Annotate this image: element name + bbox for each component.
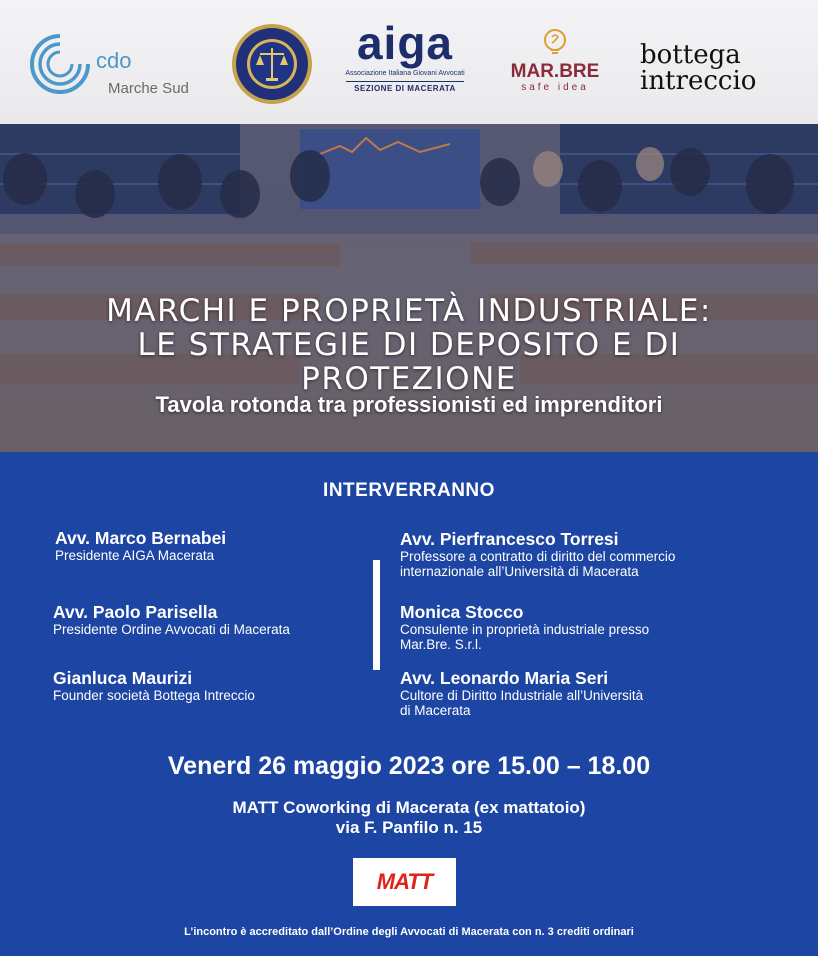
cdo-logo [28,32,208,102]
aiga-name: aiga [356,17,454,69]
event-title [0,294,818,396]
event-date: Venerd 26 maggio 2023 ore 15.00 – 18.00 [167,752,651,780]
matt-logo-text: MATT [376,869,433,894]
speaker-name: Gianluca Maurizi [53,668,193,688]
scales-of-justice-icon [231,23,313,105]
speaker-name: Avv. Paolo Parisella [53,602,218,622]
column-divider [373,560,380,670]
venue-line-2: via F. Panfilo n. 15 [335,818,483,837]
event-venue [0,798,818,838]
speaker-role: Founder società Bottega Intreccio [53,688,255,703]
speakers-heading: INTERVERRANNO [323,480,495,501]
aiga-section: SEZIONE DI MACERATA [354,84,456,93]
event-subtitle: Tavola rotonda tra professionisti ed imprenditori [155,392,663,417]
marbre-bulb-icon [541,28,569,56]
speaker-left-1 [55,528,226,563]
speaker-role: Presidente Ordine Avvocati di Macerata [53,622,290,637]
speaker-right-2 [400,602,649,652]
cdo-name: cdo [96,48,132,73]
speaker-name: Avv. Leonardo Maria Seri [400,668,609,688]
bottega-line1: bottega [640,40,741,70]
speaker-right-3 [400,668,643,718]
aiga-subtitle: Associazione Italiana Giovani Avvocati [345,70,465,77]
speaker-left-3 [53,668,255,703]
speaker-role: Cultore di Diritto Industriale all’Università di Macerata [400,688,644,718]
marbre-logo [500,28,610,98]
title-line-2: LE STRATEGIE DI DEPOSITO E DI [137,327,681,363]
marbre-subtitle: safe idea [521,82,589,93]
speaker-role: Professore a contratto di diritto del commercio internazionale all’Università di Macerata [400,549,676,579]
speaker-left-2 [53,602,290,637]
speaker-role: Presidente AIGA Macerata [55,548,215,563]
matt-logo [353,858,456,906]
bottega-line2: intreccio [640,66,757,96]
accreditation-note: L’incontro è accreditato dall’Ordine degli Avvocati di Macerata con n. 3 crediti ordinari [184,926,634,938]
speaker-name: Avv. Marco Bernabei [55,528,227,548]
title-line-1: MARCHI E PROPRIETÀ INDUSTRIALE: [106,293,712,329]
bottega-intreccio-logo [640,42,790,94]
title-line-3: PROTEZIONE [301,361,517,397]
speaker-name: Monica Stocco [400,602,524,622]
marbre-name: MAR.BRE [510,61,600,82]
ordine-avvocati-seal [231,23,313,105]
cdo-subtitle: Marche Sud [108,80,189,97]
speaker-role: Consulente in proprietà industriale presso Mar.Bre. S.r.l. [400,622,650,652]
speaker-name: Avv. Pierfrancesco Torresi [400,529,619,549]
venue-line-1: MATT Coworking di Macerata (ex mattatoio) [232,798,586,817]
speaker-right-1 [400,529,675,579]
aiga-rule [346,81,464,82]
sponsor-logo-strip [0,0,818,124]
aiga-logo [340,18,470,108]
cdo-spiral-icon [28,32,92,96]
conference-photo [0,124,818,452]
